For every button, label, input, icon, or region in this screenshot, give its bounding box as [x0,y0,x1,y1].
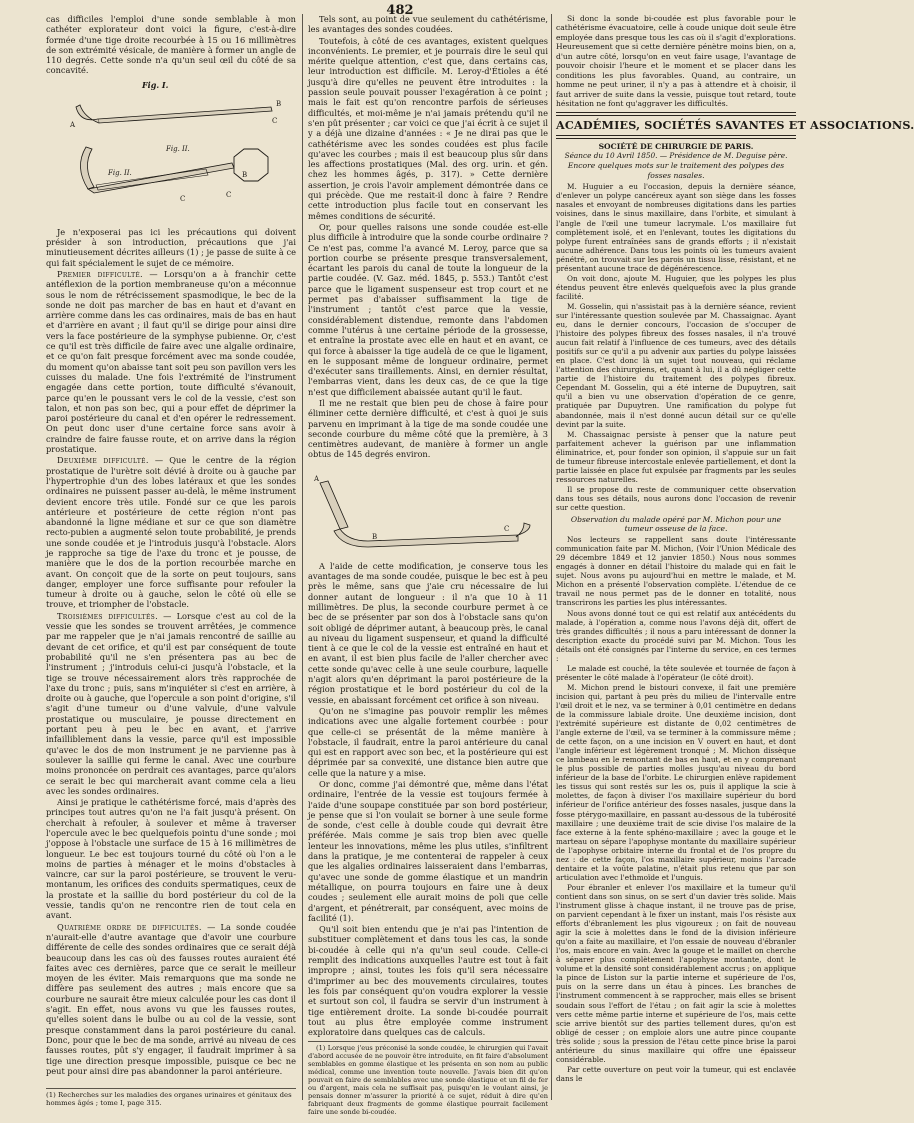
paragraph: Ainsi je pratique le cathétérisme forcé, mais d'après des principes tout autres qu'on ne l'a fait jusqu'à présent. On cherchait à refouler, à soulever et même à traverser l'opercule avec le bec quelquefois pointu d'une sonde ; moi j'oppose à l'obstacle une surface de 15 à 16 millimètres de longueur. Le bec est toujours tourné du côté où l'on a le moins de parties à ménager et le moins d'obstacles à vaincre, car sur la paroi postérieure, se trouvent le veru-montanum, les orifices des conduits spermatiques, ceux de la prostate et la saillie du bord postérieur du col de la vessie, tandis qu'on ne rencontre rien de tout cela en avant. [46,797,296,921]
paragraph: Par cette ouverture on peut voir la tumeur, qui est enclavée dans le [556,1064,796,1083]
page-number: 482 [386,3,414,18]
paragraph: M. Chassaignac persiste à penser que la nature peut parfaitement achever la guérison par une inflammation éliminatrice, et, pour fonder son opinion, il s'appuie sur un fait de tumeur fibreuse intercostale enlevée partiellement, et dont la partie laissée en place fut expulsée par fragments par les seules ressources naturelles. [556,429,796,484]
paragraph: M. Huguier a eu l'occasion, depuis la dernière séance, d'enlever un polype cancéreux ayant son siège dans les fosses nasales et envoyant de nombreuses digitations dans les parties voisines, dans le sinus maxillaire, dans l'orbite, et simulant à l'angle de l'œil une tumeur lacrymale. L'os maxillaire fut complètement isolé, et en l'enlevant, toutes les digitations du polype furent entraînées sans de grands efforts ; il n'existait aucune adhérence. Dans tous les points où les tumeurs avaient pénétré, on trouvait sur les parois un tissu lisse, résistant, et ne présentant aucune trace de dégénérescence. [556,182,796,273]
column-1 [46,14,296,1086]
svg-text:C: C [226,190,232,199]
section-head: Troisièmes difficultés. [57,610,158,621]
svg-text:B: B [276,99,282,108]
paragraph: cas difficiles l'emploi d'une sonde semblable à mon cathéter explorateur dont voici la figure, c'est-à-dire formée d'une tige droite recourbée à 15 ou 16 millimètres de son extrémité vésicale, de manière à former un angle de 110 degrés. Cette sonde n'a qu'un seul œil du côté de sa concavité. [46,14,296,76]
section-rule [556,112,796,116]
paragraph: Je n'exposerai pas ici les précautions qui doivent présider à son introduction, précautions que j'ai minutieusement décrites ailleurs (1) ; je passe de suite à ce qui fait spécialement le sujet de ce mémoire. [46,226,296,268]
society-name: SOCIÉTÉ DE CHIRURGIE DE PARIS. [598,141,754,151]
paragraph: On voit donc, ajoute M. Huguier, que les polypes les plus étendus peuvent être enlevés quelquefois avec la plus grande facilité. [556,273,796,301]
svg-text:B: B [372,532,378,541]
paragraph: Deuxième difficulté. — Que le centre de la région prostatique de l'urètre soit dévié à droite ou à gauche par l'hypertrophie d'un des lobes latéraux et que les sondes ordinaires ne puissent passer au-delà, le même instrument devient encore très utile. Fondé sur ce que les parois antérieure et postérieure de cette région n'ont pas abandonné la ligne médiane et sur ce que son diamètre recto-pubien a augmenté selon toute probabilité, je prends une sonde coudée et je l'introduis jusqu'à l'obstacle. Alors je rapproche sa tige de l'axe du tronc et je pousse, de manière que le dos de la portion recourbée marche en avant. On conçoit que de la sorte on peut toujours, sans danger, employer une force suffisante pour refouler la tumeur à droite ou à gauche, selon le côté où elle se trouve, et triompher de l'obstacle. [46,455,297,610]
paragraph: Il se propose du reste de communiquer cette observation dans tous ses détails, nous aurons donc l'occasion de revenir sur cette question. [556,484,796,512]
figure-catheters [46,77,296,227]
paragraph: Or, pour quelles raisons une sonde coudée est-elle plus difficile à introduire que la sonde courbe ordinaire ? Ce n'est pas, comme l'a avancé M. Leroy, parce que sa portion courbe se présente presque transversalement, écartant les parois du canal de toute la longueur de la partie coudée. (V. Gaz. méd. 1845, p. 553.) Tantôt c'est parce que le ligament suspenseur est trop court et ne permet pas d'abaisser suffisamment la tige de l'instrument ; tantôt c'est parce que la vessie, considérablement distendue, remonte dans l'abdomen comme l'utérus à une certaine période de la grossesse, et entraîne la prostate avec elle en haut et en avant, ce qui force à abaisser la tige audelà de ce que le ligament, en le supposant même de longueur ordinaire, permet d'exécuter sans tiraillements. Ainsi, en dernier résultat, l'embarras vient, dans les deux cas, de ce que la tige n'est que difficilement abaissée autant qu'il le faut. [308,221,548,397]
paragraph: Troisièmes difficultés. — Lorsque c'est au col de la vessie que les sondes se trouvent arrêtées, je commence par me rappeler que je n'ai jamais rencontré de saillie au devant de cet orifice, et qu'il est par conséquent de toute probabilité qu'il ne s'en présentera pas au bec de l'instrument ; j'introduis celui-ci jusqu'à l'obstacle, et la tige se trouve nécessairement alors très rapprochée de l'axe du tronc ; puis, sans m'inquiéter si c'est en arrière, à droite ou à gauche, que l'opercule a son point d'origine, s'il s'agit d'une tumeur ou d'une valvule, d'une valvule prostatique ou musculaire, je pousse directement en portant peu à peu le bec en avant, et j'arrive infailliblement dans la vessie, parce qu'il est impossible qu'avec le dos de mon instrument je ne parvienne pas à soulever la saillie qui ferme le canal. Avec une courbure moins prononcée on perdrait ces avantages, parce qu'alors ce serait le bec qui marcherait avant comme cela a lieu avec les sondes ordinaires. [46,610,296,796]
section-head: Premier difficulté. [57,268,143,279]
svg-text:A: A [70,120,76,129]
svg-text:A: A [314,474,320,483]
fig3-label: Fig. II. [108,168,132,177]
paragraph: Or donc, comme j'ai démontré que, même dans l'état ordinaire, l'entrée de la vessie est toujours fermée à l'aide d'une soupape constituée par son bord postérieur, je pense que si l'on voulait se borner à une seule forme de sonde, c'est celle à double coude qui devrait être préférée. Mais comme je sais trop bien avec quelle lenteur les innovations, même les plus utiles, s'infiltrent dans la pratique, je me contenterai de rappeler à ceux que les algalies ordinaires laisseraient dans l'embarras, qu'avec une sonde de gomme élastique et un mandrin métallique, on pourra toujours en faire une à deux coudes ; seulement elle aurait moins de poli que celle d'argent, et pénétrerait, par conséquent, avec moins de facilité (1). [308,779,548,923]
paragraph: Le malade est couché, la tête soulevée et tournée de façon à présenter le côté malade à l'opérateur (le côté droit). [556,663,796,682]
fig2-label: Fig. II. [166,144,190,153]
figure-bi-coudee-sonde [308,461,548,561]
paragraph: Quatrième ordre de difficultés. — La sonde coudée n'aurait-elle d'autre avantage que d'avoir une courbure différente de celle des sondes ordinaires que ce serait déjà beaucoup dans les cas où des fausses routes auraient été faites avec ces dernières, parce que ce serait le meilleur moyen de les éviter. Mais remarquons que ma sonde ne diffère pas seulement des autres ; mais encore que sa courbure ne saurait être mieux calculée pour les cas dont il s'agit. En effet, nous avons vu que les fausses routes, qu'elles soient dans le bulbe ou au col de la vessie, sont presque constamment dans la paroi postérieure du canal. Donc, pour que le bec de ma sonde, arrivé au niveau de ces fausses routes, pût s'y engager, il faudrait imprimer à sa tige une direction presque impossible, puisque ce bec ne peut pour ainsi dire pas abandonner la paroi antérieure. [46,921,297,1076]
paragraph: Premier difficulté. — Lorsqu'on a à franchir cette antéflexion de la portion membraneuse qu'on a méconnue sous le nom de rétrécissement spasmodique, le bec de la sonde ne doit pas marcher de bas en haut et d'avant en arrière comme dans les cas ordinaires, mais de bas en haut et d'arrière en avant ; il faut qu'il se dirige pour ainsi dire vers la face postérieure de la symphyse pubienne. Or, c'est ce qu'il est très difficile de faire avec une algalie ordinaire, et ce qu'on fait presque forcément avec ma sonde coudée, du moment qu'on abaisse tant soit peu son pavillon vers les cuisses du malade. Une fois l'extrémité de l'instrument engagée dans cette portion, toute difficulté s'évanouit, parce qu'en le poussant vers le col de la vessie, c'est son talon, et non pas son bec, qui a pour effet de déprimer la paroi postérieure du canal et d'en opérer le redressement. On peut donc user d'une certaine force sans avoir à craindre de faire fausse route, et on arrive dans la région prostatique. [46,268,296,455]
column-divider [302,14,303,1100]
footnote: (1) Recherches sur les maladies des organes urinaires et génitaux des hommes âgés ; tome I, page 315. [46,1088,296,1108]
paragraph: Qu'il soit bien entendu que je n'ai pas l'intention de substituer complètement et dans tous les cas, la sonde bi-coudée à celle qui n'a qu'un seul coude. Celle-ci remplit des indications auxquelles l'autre est tout à fait impropre ; ainsi, toutes les fois qu'il sera nécessaire d'imprimer au bec des mouvements circulaires, toutes les fois par conséquent qu'on voudra explorer la vessie et surtout son col, il faudra se servir d'un instrument à tige entièrement droite. La sonde bi-coudée pourrait tout au plus être employée comme instrument exploratoire dans quelques cas de calculs. [308,924,548,1038]
paragraph: Toutefois, à côté de ces avantages, existent quelques inconvénients. Le premier, et je pourrais dire le seul qui mérite quelque attention, c'est que, dans certains cas, leur introduction est difficile. M. Leroy-d'Étioles a été jusqu'à dire qu'elles ne peuvent être introduites : la passion seule pouvait pousser l'exagération à ce point ; mais le fait est qu'on rencontre parfois de sérieuses difficultés, et moi-même je n'ai jamais prétendu qu'il ne s'en pût présenter ; car voici ce que j'ai écrit à ce sujet il y a déjà une dizaine d'années : « Je ne dirai pas que le cathétérisme avec les sondes coudées est plus facile qu'avec les courbes ; mais il est beaucoup plus sûr dans les affections prostatiques (Mal. des org. urin. et gén. chez les hommes âgés, p. 317). » Cette dernière assertion, je crois l'avoir amplement démontrée dans ce qui précède. Que me restait-il donc à faire ? Rendre cette introduction plus facile tout en conservant les mêmes conditions de sécurité. [308,35,548,221]
column-divider [551,14,552,1100]
section-head: Quatrième ordre de difficultés. [57,921,202,932]
paragraph: Si donc la sonde bi-coudée est plus favorable pour le cathétérisme évacuatoire, celle à coude unique doit seule être employée dans presque tous les cas où il s'agit d'explorations. Heureusement que si cette dernière pénètre moins bien, on a, d'un autre côté, lorsqu'on en veut faire usage, l'avantage de pouvoir choisir l'heure et le moment et se placer dans les conditions les plus favorables. Quand, au contraire, un homme ne peut uriner, il n'y a pas à attendre et à choisir, il faut arriver de suite dans la vessie, puisque tout retard, toute hésitation ne font qu'aggraver les difficultés. [556,14,796,109]
column-3 [556,14,914,1086]
observation-title: Observation du malade opéré par M. Michon pour une tumeur osseuse de la face. [570,515,782,534]
paragraph: Il me ne restait que bien peu de chose à faire pour éliminer cette dernière difficulté, et c'est à quoi je suis parvenu en imprimant à la tige de ma sonde coudée une seconde courbure du même côté que la première, à 3 centimètres audevant, de manière à former un angle obtus de 145 degrés environ. [308,397,548,460]
svg-text:C: C [504,524,510,533]
section-title: ACADÉMIES, SOCIÉTÉS SAVANTES ET ASSOCIATIONS. [556,117,914,132]
paragraph: Nos lecteurs se rappellent sans doute l'intéressante communication faite par M. Michon, (Voir l'Union Médicale des 29 décembre 1849 et 12 janvier 1850.) Nous nous sommes engagés à donner en détail l'histoire du malade qui en fait le sujet. Nous avons pu aujourd'hui en mettre le malade, et M. Michon en a présenté l'observation complète. L'étendue de ce travail ne nous permet pas de le donner en totalité, nous transcrirons les parties les plus intéressantes. [556,535,796,608]
paragraph: A l'aide de cette modification, je conserve tous les avantages de ma sonde coudée, puisque le bec est à peu près le même, sans que j'aie cru nécessaire de lui donner autant de longueur : il n'a que 10 à 11 millimètres. De plus, la seconde courbure permet à ce bec de se présenter par son dos à l'obstacle sans qu'on soit obligé de déprimer autant, à beaucoup près, le canal au niveau du ligament suspenseur, et quand la difficulté tient à ce que le col de la vessie est entraîné en haut et en avant, il est bien plus facile de l'aller chercher avec cette sonde qu'avec celle à une seule courbure, laquelle n'agit alors qu'en déprimant la paroi postérieure de la région prostatique et le bord postérieur du col de la vessie, en abaissant forcément cet orifice à son niveau. [308,560,548,705]
svg-text:C: C [180,194,186,203]
paragraph: Nous avons donné tout ce qui est relatif aux antécédents du malade, à l'opération a, comme nous l'avons déjà dit, offert de très grandes difficultés ; il nous a paru intéressant de donner la description exacte du procédé suivi par M. Michon. Tous les détails ont été consignés par l'interne du service, en ces termes : [556,608,796,663]
paragraph: Tels sont, au point de vue seulement du cathétérisme, les avantages des sondes coudées. [308,14,548,35]
subtitle: Encore quelques mots sur le traitement des polypes des fosses nasales. [567,161,785,180]
paragraph: Qu'on ne s'imagine pas pouvoir remplir les mêmes indications avec une algalie fortement courbée : pour que celle-ci se présentât de la même manière à l'obstacle, il faudrait, entre la paroi antérieure du canal qui est en rapport avec son bec, et la postérieure qui est déprimée par sa convexité, une distance bien autre que celle que la nature y a mise. [308,705,548,778]
section-rule [556,135,796,139]
session-line: Séance du 10 Avril 1850. — Présidence de M. Deguise père. [564,150,788,160]
fig1-label: Fig. I. [142,79,169,90]
paragraph: Pour ébranler et enlever l'os maxillaire et la tumeur qu'il contient dans son sinus, on se sert d'un davier très solide. Mais l'instrument glisse à chaque instant, il ne trouve pas de prise, on parvient cependant à le fixer un instant, mais l'os résiste aux efforts d'ébranlement les plus vigoureux ; on fait de nouveau agir la scie à molettes dans le fond de la division inférieure qu'on a faite au maxillaire, et l'on essaie de nouveau d'ébranler l'os, mais encore en vain. Avec la gouge et le maillet on cherche à séparer plus complètement l'apophyse montante, dont le volume et la densité sont considérablement accrus ; on applique la pince de Liston sur la partie interne et supérieure de l'os, puis on la serre dans un étau à pinces. Les branches de l'instrument commencent à se rapprocher, mais elles se brisent soudain sous l'effort de l'étau ; on fait agir la scie à molettes vers cette même partie interne et supérieure de l'os, mais cette scie arrive bientôt sur des parties tellement dures, qu'on est obligé de cesser ; on emploie alors une autre pince coupante très solide ; sous la pression de l'étau cette pince brise la paroi antérieure du sinus maxillaire qui offre une épaisseur considérable. [556,882,796,1064]
svg-text:B: B [242,170,248,179]
paragraph: M. Gosselin, qui n'assistait pas à la dernière séance, revient sur l'intéressante question soulevée par M. Chassaignac. Ayant eu, dans le dernier concours, l'occasion de s'occuper de l'histoire des polypes fibreux des fosses nasales, il n'a trouvé aucun fait relatif à l'influence de ces tumeurs, avec des détails positifs sur ce qu'il a pu advenir aux parties du polype laissées en place. C'est donc là un sujet tout nouveau, qui réclame l'attention des chirurgiens, et, quant à lui, il a dû négliger cette partie de l'histoire du traitement des polypes fibreux. Cependant M. Gosselin, qui a été interne de Dupuytren, sait qu'il a bien vu une observation d'opération de ce genre, pratiquée par Dupuytren. Une ramification du polype fut abandonnée, mais il n'est donné aucun détail sur ce qu'elle devint par la suite. [556,301,796,429]
footnote: (1) Lorsque j'eus préconisé la sonde coudée, le chirurgien qui l'avait d'abord accusée de ne pouvoir être introduite, en fit faire d'absolument semblables en gomme élastique et les présenta en son nom au public médical, comme une invention toute nouvelle. J'avais bien dit qu'on pouvait en faire de semblables avec une sonde élastique et un fil de fer ou d'argent, mais cela ne suffisait pas, puisqu'en le voulant ainsi, je pensais donner m'assurer la priorité à ce sujet, réduit à dire qu'en fabriquant deux fragments de gomme élastique pourrait facilement faire une sonde bi-coudée. [308,1041,548,1116]
svg-text:C: C [272,116,278,125]
section-head: Deuxième difficulté. [57,455,149,466]
column-2 [308,14,548,1117]
paragraph: M. Michon prend le bistouri convexe, il fait une première incision qui, partant à peu près du milieu de l'intervalle entre l'œil droit et le nez, va se terminer à 0,01 centimètre en dedans de la commissure labiale droite. Une deuxième incision, dont l'extrémité supérieure est distante de 0,02 centimètres de l'angle externe de l'œil, va se terminer à la commissure même ; de cette façon, on a une incision en V ouvert en haut, et dont l'angle inférieur est légèrement tronqué ; M. Michon dissèque ce lambeau en le remontant de bas en haut, et en y comprenant le plus possible de parties molles jusqu'au niveau du bord inférieur de la base de l'orbite. Le chirurgien enlève rapidement les tissus qui sont restés sur les os, puis il applique la scie à molettes, de façon à diviser l'os maxillaire supérieur du bord inférieur de l'orifice antérieur des fosses nasales, jusque dans la fosse ptérygo-maxillaire, en passant au-dessous de la tubérosité maxillaire ; une deuxième trait de scie divise l'os malaire de la face externe à la fente sphéno-maxillaire ; avec la gouge et le marteau on sépare l'apophyse montante du maxillaire supérieur de l'apophyse orbitaire interne du frontal et de l'os propre du nez : de cette façon, l'os maxillaire supérieur, moins l'arcade dentaire et la voûte palatine, n'était plus retenu que par son articulation avec l'ethmoïde et l'unguis. [556,682,796,882]
